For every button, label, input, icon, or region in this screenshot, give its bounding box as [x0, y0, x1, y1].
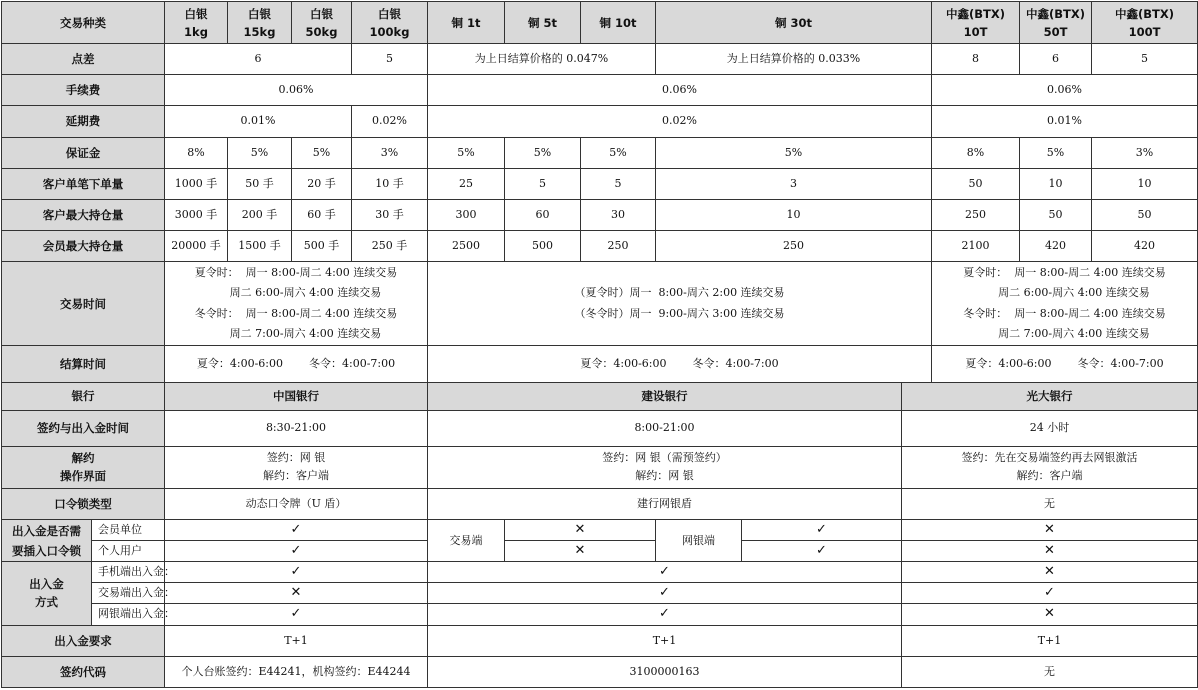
margin-label: 保证金: [2, 137, 165, 168]
member-position-value: 420: [1092, 230, 1198, 261]
client-position-value: 60: [505, 199, 581, 230]
product-silver-100kg: 白银 100kg: [352, 2, 428, 44]
sign-hours-label: 签约与出入金时间: [2, 410, 165, 446]
sign-code-ceb: 无: [902, 656, 1198, 687]
order-limit-label: 客户单笔下单量: [2, 168, 165, 199]
client-position-value: 30: [581, 199, 656, 230]
spread-btx-50: 6: [1020, 44, 1092, 75]
deferral-label: 延期费: [2, 106, 165, 137]
io-method-boc-mobile: ✓: [165, 562, 428, 583]
trading-time-row: [2, 262, 1198, 346]
sign-ui-row: [2, 446, 1198, 488]
io-method-row-online: [2, 604, 1198, 625]
deferral-silver-small: 0.01%: [165, 106, 352, 137]
client-position-value: 50: [1020, 199, 1092, 230]
fee-btx: 0.06%: [932, 75, 1198, 106]
member-position-value: 500: [505, 230, 581, 261]
margin-value: 5%: [1020, 137, 1092, 168]
spread-copper-small: 为上日结算价格的 0.047%: [428, 44, 656, 75]
settlement-time-copper: 夏令：4:00-6:00 冬令：4:00-7:00: [428, 346, 932, 382]
token-required-member-label: 会员单位: [92, 520, 165, 541]
io-method-ceb-trading: ✓: [902, 583, 1198, 604]
margin-value: 5%: [505, 137, 581, 168]
bank-ccb: 建设银行: [428, 382, 902, 410]
token-required-ccb-online-personal: ✓: [742, 541, 902, 562]
margin-value: 5%: [581, 137, 656, 168]
client-position-value: 3000 手: [165, 199, 228, 230]
order-limit-row: [2, 168, 1198, 199]
member-position-value: 250 手: [352, 230, 428, 261]
bank-boc: 中国银行: [165, 382, 428, 410]
order-limit-value: 50: [932, 168, 1020, 199]
product-type-label: 交易种类: [2, 2, 165, 44]
io-method-ceb-online: ✕: [902, 604, 1198, 625]
sign-ui-ceb: 签约：先在交易端签约再去网银激活 解约：客户端: [902, 446, 1198, 488]
token-type-ceb: 无: [902, 489, 1198, 520]
client-position-value: 60 手: [292, 199, 352, 230]
settlement-time-row: [2, 346, 1198, 382]
sign-hours-row: [2, 410, 1198, 446]
margin-value: 5%: [428, 137, 505, 168]
sign-ui-ccb: 签约：网 银（需预签约） 解约：网 银: [428, 446, 902, 488]
settlement-time-label: 结算时间: [2, 346, 165, 382]
fee-silver: 0.06%: [165, 75, 428, 106]
io-method-label: 出入金 方式: [2, 562, 92, 625]
deferral-row: [2, 106, 1198, 137]
client-position-row: [2, 199, 1198, 230]
member-position-value: 420: [1020, 230, 1092, 261]
member-position-row: [2, 230, 1198, 261]
client-position-label: 客户最大持仓量: [2, 199, 165, 230]
sign-ui-label: 解约 操作界面: [2, 446, 165, 488]
product-silver-15kg: 白银 15kg: [228, 2, 292, 44]
fee-row: [2, 75, 1198, 106]
io-requirement-boc: T+1: [165, 625, 428, 656]
settlement-time-btx: 夏令：4:00-6:00 冬令：4:00-7:00: [932, 346, 1198, 382]
io-method-boc-online: ✓: [165, 604, 428, 625]
io-method-boc-trading: ✕: [165, 583, 428, 604]
token-required-ccb-trading-member: ✕: [505, 520, 656, 541]
token-required-ccb-trading-personal: ✕: [505, 541, 656, 562]
product-btx-100t: 中鑫(BTX) 100T: [1092, 2, 1198, 44]
product-copper-1t: 铜 1t: [428, 2, 505, 44]
member-position-value: 2500: [428, 230, 505, 261]
io-requirement-label: 出入金要求: [2, 625, 165, 656]
member-position-value: 20000 手: [165, 230, 228, 261]
member-position-value: 500 手: [292, 230, 352, 261]
deferral-silver-100: 0.02%: [352, 106, 428, 137]
member-position-value: 250: [581, 230, 656, 261]
io-method-ccb-online: ✓: [428, 604, 902, 625]
order-limit-value: 50 手: [228, 168, 292, 199]
token-required-ceb-personal: ✕: [902, 541, 1198, 562]
io-method-ccb-mobile: ✓: [428, 562, 902, 583]
client-position-value: 200 手: [228, 199, 292, 230]
token-type-ccb: 建行网银盾: [428, 489, 902, 520]
margin-value: 3%: [352, 137, 428, 168]
margin-value: 8%: [932, 137, 1020, 168]
sign-code-ccb: 3100000163: [428, 656, 902, 687]
spread-btx-100: 5: [1092, 44, 1198, 75]
product-btx-10t: 中鑫(BTX) 10T: [932, 2, 1020, 44]
io-method-mobile-label: 手机端出入金：: [92, 562, 165, 583]
token-required-ccb-trading-label: 交易端: [428, 520, 505, 562]
token-required-row-member: [2, 520, 1198, 541]
client-position-value: 10: [656, 199, 932, 230]
bank-row: [2, 382, 1198, 410]
client-position-value: 250: [932, 199, 1020, 230]
product-copper-30t: 铜 30t: [656, 2, 932, 44]
product-btx-50t: 中鑫(BTX) 50T: [1020, 2, 1092, 44]
sign-ui-boc: 签约：网 银 解约：客户端: [165, 446, 428, 488]
margin-value: 3%: [1092, 137, 1198, 168]
fee-label: 手续费: [2, 75, 165, 106]
spread-label: 点差: [2, 44, 165, 75]
token-type-boc: 动态口令牌（U 盾）: [165, 489, 428, 520]
token-required-ccb-online-member: ✓: [742, 520, 902, 541]
margin-row: [2, 137, 1198, 168]
margin-value: 5%: [228, 137, 292, 168]
order-limit-value: 5: [505, 168, 581, 199]
sign-hours-ccb: 8:00-21:00: [428, 410, 902, 446]
sign-code-label: 签约代码: [2, 656, 165, 687]
margin-value: 5%: [292, 137, 352, 168]
order-limit-value: 10: [1020, 168, 1092, 199]
member-position-value: 1500 手: [228, 230, 292, 261]
token-required-ccb-online-label: 网银端: [656, 520, 742, 562]
deferral-btx: 0.01%: [932, 106, 1198, 137]
spread-silver-100: 5: [352, 44, 428, 75]
product-copper-5t: 铜 5t: [505, 2, 581, 44]
token-type-row: [2, 489, 1198, 520]
header-row: [2, 2, 1198, 44]
token-required-ceb-member: ✕: [902, 520, 1198, 541]
io-requirement-ccb: T+1: [428, 625, 902, 656]
token-type-label: 口令锁类型: [2, 489, 165, 520]
io-method-row-mobile: [2, 562, 1198, 583]
margin-value: 8%: [165, 137, 228, 168]
member-position-label: 会员最大持仓量: [2, 230, 165, 261]
sign-hours-boc: 8:30-21:00: [165, 410, 428, 446]
margin-value: 5%: [656, 137, 932, 168]
member-position-value: 250: [656, 230, 932, 261]
order-limit-value: 10: [1092, 168, 1198, 199]
client-position-value: 50: [1092, 199, 1198, 230]
token-required-boc-personal: ✓: [165, 541, 428, 562]
io-method-row-trading: [2, 583, 1198, 604]
bank-ceb: 光大银行: [902, 382, 1198, 410]
io-requirement-ceb: T+1: [902, 625, 1198, 656]
order-limit-value: 1000 手: [165, 168, 228, 199]
io-method-ceb-mobile: ✕: [902, 562, 1198, 583]
trading-time-silver: 夏令时： 周一 8:00-周二 4:00 连续交易 周二 6:00-周六 4:00 连续交易 冬令时： 周一 8:00-周二 4:00 连续交易 周二 7:00-周六 4:00 连续交易: [165, 262, 428, 346]
client-position-value: 300: [428, 199, 505, 230]
deferral-copper: 0.02%: [428, 106, 932, 137]
io-method-trading-label: 交易端出入金：: [92, 583, 165, 604]
order-limit-value: 3: [656, 168, 932, 199]
sign-hours-ceb: 24 小时: [902, 410, 1198, 446]
settlement-time-silver: 夏令：4:00-6:00 冬令：4:00-7:00: [165, 346, 428, 382]
member-position-value: 2100: [932, 230, 1020, 261]
token-required-label: 出入金是否需 要插入口令锁: [2, 520, 92, 562]
sign-code-row: [2, 656, 1198, 687]
bank-label: 银行: [2, 382, 165, 410]
trading-time-btx: 夏令时： 周一 8:00-周二 4:00 连续交易 周二 6:00-周六 4:00 连续交易 冬令时： 周一 8:00-周二 4:00 连续交易 周二 7:00-周六 4:00 连续交易: [932, 262, 1198, 346]
spread-row: [2, 44, 1198, 75]
token-required-row-personal: [2, 541, 1198, 562]
product-silver-1kg: 白银 1kg: [165, 2, 228, 44]
sign-code-boc: 个人台账签约：E44241，机构签约：E44244: [165, 656, 428, 687]
order-limit-value: 25: [428, 168, 505, 199]
token-required-personal-label: 个人用户: [92, 541, 165, 562]
spread-btx-10: 8: [932, 44, 1020, 75]
io-method-online-label: 网银端出入金：: [92, 604, 165, 625]
product-silver-50kg: 白银 50kg: [292, 2, 352, 44]
client-position-value: 30 手: [352, 199, 428, 230]
fee-copper: 0.06%: [428, 75, 932, 106]
io-method-ccb-trading: ✓: [428, 583, 902, 604]
trading-time-label: 交易时间: [2, 262, 165, 346]
exchange-comparison-table: [1, 1, 1198, 688]
io-requirement-row: [2, 625, 1198, 656]
order-limit-value: 20 手: [292, 168, 352, 199]
product-copper-10t: 铜 10t: [581, 2, 656, 44]
order-limit-value: 5: [581, 168, 656, 199]
trading-time-copper: （夏令时）周一 8:00-周六 2:00 连续交易 （冬令时）周一 9:00-周六 3:00 连续交易: [428, 262, 932, 346]
spread-copper-30: 为上日结算价格的 0.033%: [656, 44, 932, 75]
order-limit-value: 10 手: [352, 168, 428, 199]
spread-silver-small: 6: [165, 44, 352, 75]
token-required-boc-member: ✓: [165, 520, 428, 541]
